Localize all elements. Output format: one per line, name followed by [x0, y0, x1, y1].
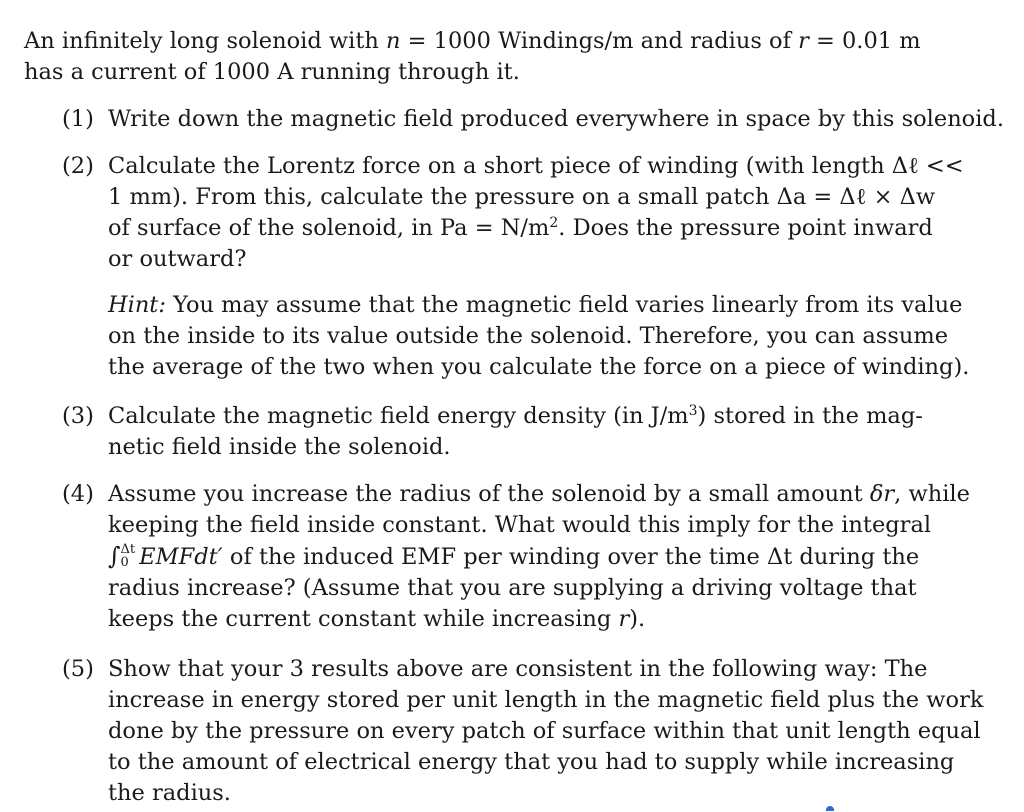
- integral-symbol: ∫: [108, 542, 121, 570]
- question-item-1: [62, 104, 1004, 135]
- item-2-line-4: or outward?: [108, 246, 247, 272]
- item-2-line-3: of surface of the solenoid, in $Pa = N/m^2$. Does the pressure point inward: [108, 215, 933, 241]
- problem-intro: [24, 26, 964, 88]
- item-3-line-1: Calculate the magnetic field energy density (in $J/m^3$) stored in the mag-: [108, 403, 923, 429]
- item-5-line-4: to the amount of electrical energy that you had to supply while increasing: [108, 749, 955, 775]
- item-4-line-4: radius increase? (Assume that you are supplying a driving voltage that: [108, 575, 917, 601]
- hint-paragraph: [108, 290, 970, 383]
- item-4-line-1: Assume you increase the radius of the solenoid by a small amount δr, while: [108, 481, 970, 507]
- hint-line-3: the average of the two when you calculate the force on a piece of winding).: [108, 354, 970, 380]
- item-number: (1): [62, 106, 94, 132]
- hint-label: Hint:: [108, 292, 166, 318]
- item-4-line-5: keeps the current constant while increasing r).: [108, 606, 646, 632]
- cursor-mark: [826, 806, 834, 811]
- item-1-line-1: Write down the magnetic field produced everywhere in space by this solenoid.: [108, 106, 1004, 132]
- item-2-line-2: 1 mm). From this, calculate the pressure on a small patch Δa = Δℓ × Δw: [108, 184, 936, 210]
- item-number: (5): [62, 656, 94, 682]
- intro-line-2: has a current of 1000 A running through it.: [24, 59, 520, 85]
- item-number: (4): [62, 481, 94, 507]
- item-5-line-1: Show that your 3 results above are consistent in the following way: The: [108, 656, 928, 682]
- item-5-line-2: increase in energy stored per unit length in the magnetic field plus the work: [108, 687, 984, 713]
- item-number: (2): [62, 153, 94, 179]
- question-item-4: [62, 479, 970, 635]
- item-4-line-3: ∫ Δt 0 EMFdt′ of the induced EMF per winding over the time Δt during the: [108, 542, 920, 570]
- hint-line-1: Hint: You may assume that the magnetic field varies linearly from its value: [108, 292, 963, 318]
- question-item-3: [62, 401, 962, 463]
- item-3-line-2: netic field inside the solenoid.: [108, 434, 451, 460]
- item-4-line-2: keeping the field inside constant. What would this imply for the integral: [108, 512, 932, 538]
- item-number: (3): [62, 403, 94, 429]
- item-5-line-5: the radius.: [108, 780, 231, 806]
- question-item-5: [62, 654, 984, 809]
- hint-line-2: on the inside to its value outside the solenoid. Therefore, you can assume: [108, 323, 949, 349]
- item-2-line-1: Calculate the Lorentz force on a short piece of winding (with length Δℓ <<: [108, 153, 964, 179]
- item-5-line-3: done by the pressure on every patch of surface within that unit length equal: [108, 718, 981, 744]
- integral-limits: Δt 0: [120, 542, 136, 570]
- intro-line-1: An infinitely long solenoid with n = 1000 Windings/m and radius of r = 0.01 m: [24, 28, 921, 54]
- question-item-2: [62, 151, 962, 275]
